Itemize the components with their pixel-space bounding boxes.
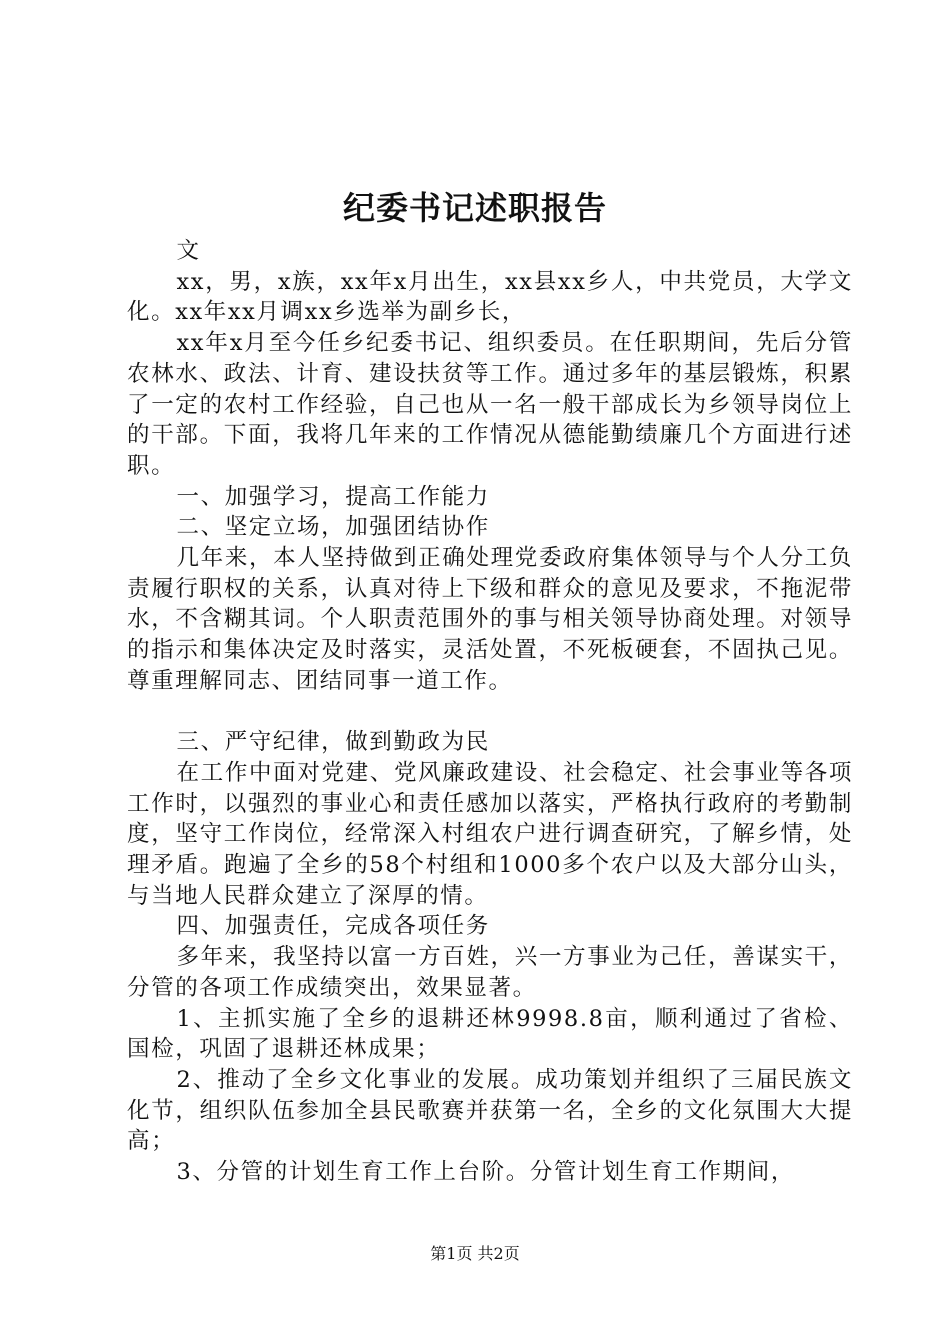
section-heading-1: 一、加强学习，提高工作能力 bbox=[176, 483, 490, 510]
page-number: 第1页 共2页 bbox=[430, 1244, 520, 1263]
document-body bbox=[127, 236, 853, 1188]
list-item-3: 3、分管的计划生育工作上台阶。分管计划生育工作期间， bbox=[176, 1159, 795, 1186]
list-item-2: 2、推动了全乡文化事业的发展。成功策划并组织了三届民族文化节，组织队伍参加全县民歌赛并获第一名，全乡的文化氛围大大提高； bbox=[127, 1066, 853, 1155]
paragraph-section-2: 几年来，本人坚持做到正确处理党委政府集体领导与个人分工负责履行职权的关系，认真对待上下级和群众的意见及要求，不拖泥带水，不含糊其词。个人职责范围外的事与相关领导协商处理。对领导的指示和集体决定及时落实，灵活处置，不死板硬套，不固执己见。尊重理解同志、团结同事一道工作。 bbox=[127, 545, 853, 694]
section-heading-3: 三、严守纪律，做到勤政为民 bbox=[176, 729, 490, 756]
paragraph-intro: xx，男，x族，xx年x月出生，xx县xx乡人，中共党员，大学文化。xx年xx月调xx乡选举为副乡长， bbox=[127, 268, 853, 326]
paragraph-author: 文 bbox=[176, 238, 201, 264]
section-heading-2: 二、坚定立场，加强团结协作 bbox=[176, 514, 490, 541]
paragraph-section-4: 多年来，我坚持以富一方百姓，兴一方事业为己任，善谋实干，分管的各项工作成绩突出，效果显著。 bbox=[127, 944, 853, 1001]
paragraph-career: xx年x月至今任乡纪委书记、组织委员。在任职期间，先后分管农林水、政法、计育、建设扶贫等工作。通过多年的基层锻炼，积累了一定的农村工作经验，自己也从一名一般干部成长为乡领导岗位上的干部。下面，我将几年来的工作情况从德能勤绩廉几个方面进行述职。 bbox=[127, 330, 853, 479]
paragraph-section-3: 在工作中面对党建、党风廉政建设、社会稳定、社会事业等各项工作时，以强烈的事业心和责任感加以落实，严格执行政府的考勤制度，坚守工作岗位，经常深入村组农户进行调查研究，了解乡情，处理矛盾。跑遍了全乡的58个村组和1000多个农户以及大部分山头，与当地人民群众建立了深厚的情。 bbox=[127, 759, 853, 909]
section-heading-4: 四、加强责任，完成各项任务 bbox=[176, 913, 490, 940]
document-title: 纪委书记述职报告 bbox=[342, 189, 607, 227]
list-item-1: 1、主抓实施了全乡的退耕还林9998.8亩，顺利通过了省检、国检，巩固了退耕还林成果； bbox=[127, 1005, 853, 1063]
